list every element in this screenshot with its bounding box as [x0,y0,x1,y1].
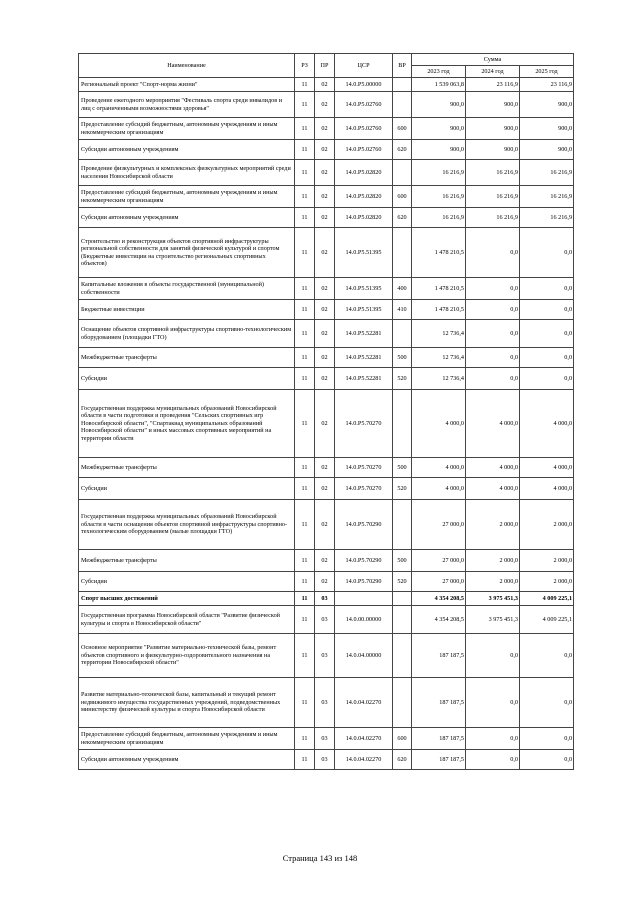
row-vr: 600 [393,186,412,208]
table-row [79,368,574,390]
row-2023: 187 187,5 [412,728,466,750]
row-name: Государственная поддержка муниципальных образований Новосибирской области в части подготовки и проведения "Сельских спортивных игр Новосибирской области", "Спартакиад муниципальных образований Новосибирской области" и иных массовых спортивных мероприятий на территории области [79,390,295,458]
row-2025: 0,0 [520,320,574,348]
row-2023: 1 478 210,5 [412,278,466,300]
row-vr: 500 [393,550,412,572]
row-name: Бюджетные инвестиции [79,300,295,320]
row-name: Субсидии [79,572,295,592]
row-rz: 11 [295,300,315,320]
row-name: Проведение физкультурных и комплексных физкультурных мероприятий среди населения Новосибирской области [79,160,295,186]
budget-table-container [78,53,573,770]
row-csr: 14.0.P5.70270 [335,390,393,458]
row-2025: 0,0 [520,750,574,770]
row-2023: 4 000,0 [412,390,466,458]
row-vr: 600 [393,728,412,750]
row-vr: 400 [393,278,412,300]
row-2025: 16 216,9 [520,186,574,208]
row-rz: 11 [295,592,315,606]
row-rz: 11 [295,678,315,728]
row-vr [393,92,412,118]
row-name: Основное мероприятие "Развитие материально-технической базы, ремонт объектов спортивного и физкультурно-оздоровительного назначения на территории Новосибирской области" [79,634,295,678]
row-2025: 0,0 [520,300,574,320]
row-name: Межбюджетные трансферты [79,458,295,478]
table-row [79,458,574,478]
row-pr: 02 [315,458,335,478]
row-2025: 0,0 [520,278,574,300]
header-row-top [79,54,574,66]
row-rz: 11 [295,478,315,500]
row-vr: 520 [393,572,412,592]
row-2025: 0,0 [520,228,574,278]
row-vr [393,78,412,92]
row-csr: 14.0.P5.52281 [335,348,393,368]
row-pr: 02 [315,368,335,390]
table-row [79,348,574,368]
row-2024: 0,0 [466,368,520,390]
row-pr: 03 [315,728,335,750]
row-2023: 16 216,9 [412,160,466,186]
row-2023: 4 000,0 [412,458,466,478]
row-rz: 11 [295,92,315,118]
row-vr [393,592,412,606]
table-row [79,750,574,770]
row-2023: 27 000,0 [412,550,466,572]
row-vr: 520 [393,478,412,500]
row-rz: 11 [295,368,315,390]
row-pr: 02 [315,228,335,278]
row-pr: 02 [315,78,335,92]
table-row [79,390,574,458]
row-vr [393,606,412,634]
table-row [79,92,574,118]
row-rz: 11 [295,278,315,300]
row-vr: 620 [393,140,412,160]
row-pr: 03 [315,606,335,634]
row-2024: 4 000,0 [466,390,520,458]
row-csr: 14.0.P5.70290 [335,572,393,592]
row-pr: 02 [315,500,335,550]
row-2024: 3 975 451,3 [466,592,520,606]
row-2023: 900,0 [412,92,466,118]
table-row [79,228,574,278]
row-2025: 23 116,9 [520,78,574,92]
header-pr: ПР [315,54,335,78]
row-rz: 11 [295,186,315,208]
row-name: Капитальные вложения в объекты государственной (муниципальной) собственности [79,278,295,300]
row-name: Субсидии [79,368,295,390]
row-rz: 11 [295,140,315,160]
row-2023: 187 187,5 [412,750,466,770]
row-2023: 4 000,0 [412,478,466,500]
row-pr: 02 [315,572,335,592]
row-rz: 11 [295,118,315,140]
row-2023: 16 216,9 [412,186,466,208]
row-vr: 620 [393,208,412,228]
row-2025: 2 000,0 [520,500,574,550]
header-rz: РЗ [295,54,315,78]
row-rz: 11 [295,500,315,550]
header-sum: Сумма [412,54,574,66]
row-pr: 02 [315,390,335,458]
row-2025: 0,0 [520,678,574,728]
row-2025: 0,0 [520,368,574,390]
row-pr: 03 [315,634,335,678]
row-2024: 0,0 [466,348,520,368]
row-csr: 14.0.P5.70270 [335,458,393,478]
row-2024: 0,0 [466,750,520,770]
row-2024: 0,0 [466,320,520,348]
row-2025: 16 216,9 [520,208,574,228]
row-2023: 187 187,5 [412,678,466,728]
row-2024: 0,0 [466,634,520,678]
header-2024: 2024 год [466,66,520,78]
row-rz: 11 [295,208,315,228]
row-name: Предоставление субсидий бюджетным, автономным учреждениям и иным некоммерческим организациям [79,118,295,140]
row-vr: 520 [393,368,412,390]
row-vr [393,390,412,458]
row-pr: 02 [315,92,335,118]
page-footer: Страница 143 из 148 [282,853,358,863]
row-rz: 11 [295,348,315,368]
row-2023: 16 216,9 [412,208,466,228]
row-2024: 3 975 451,3 [466,606,520,634]
row-2025: 0,0 [520,634,574,678]
row-2023: 27 000,0 [412,500,466,550]
row-2024: 900,0 [466,92,520,118]
row-2023: 27 000,0 [412,572,466,592]
header-name: Наименование [79,54,295,78]
row-2025: 2 000,0 [520,550,574,572]
row-name: Оснащение объектов спортивной инфраструктуры спортивно-технологическим оборудованием (площадки ГТО) [79,320,295,348]
row-name: Развитие материально-технической базы, капитальный и текущий ремонт недвижимого имущества государственных учреждений, подведомственных министерству физической культуры и спорта Новосибирской области [79,678,295,728]
row-2024: 0,0 [466,728,520,750]
row-2025: 900,0 [520,140,574,160]
row-pr: 02 [315,186,335,208]
row-name: Субсидии автономным учреждениям [79,750,295,770]
table-row [79,208,574,228]
row-2025: 4 000,0 [520,458,574,478]
row-csr: 14.0.P5.02760 [335,92,393,118]
row-2023: 187 187,5 [412,634,466,678]
row-2025: 16 216,9 [520,160,574,186]
row-pr: 03 [315,678,335,728]
row-2024: 2 000,0 [466,572,520,592]
row-vr [393,160,412,186]
row-csr [335,592,393,606]
row-name: Региональный проект "Спорт-норма жизни" [79,78,295,92]
table-row [79,634,574,678]
row-rz: 11 [295,550,315,572]
table-row [79,606,574,634]
row-2024: 2 000,0 [466,500,520,550]
row-name: Межбюджетные трансферты [79,550,295,572]
row-csr: 14.0.P5.00000 [335,78,393,92]
row-pr: 02 [315,320,335,348]
row-csr: 14.0.P5.70290 [335,550,393,572]
table-row [79,300,574,320]
row-name: Спорт высших достижений [79,592,295,606]
header-2025: 2025 год [520,66,574,78]
row-2025: 900,0 [520,118,574,140]
row-vr [393,634,412,678]
row-2024: 2 000,0 [466,550,520,572]
row-2025: 2 000,0 [520,572,574,592]
row-2023: 4 354 208,5 [412,592,466,606]
row-name: Государственная поддержка муниципальных образований Новосибирской области в части оснащения объектов спортивной инфраструктуры спортивно-технологическим оборудованием (малые площадки ГТО) [79,500,295,550]
row-rz: 11 [295,634,315,678]
row-csr: 14.0.P5.51395 [335,300,393,320]
row-2023: 900,0 [412,140,466,160]
row-rz: 11 [295,390,315,458]
row-csr: 14.0.P5.52281 [335,320,393,348]
row-2024: 0,0 [466,678,520,728]
table-row [79,500,574,550]
row-pr: 02 [315,118,335,140]
row-2024: 900,0 [466,140,520,160]
row-name: Субсидии автономным учреждениям [79,140,295,160]
row-2025: 0,0 [520,728,574,750]
row-name: Предоставление субсидий бюджетным, автономным учреждениям и иным некоммерческим организациям [79,186,295,208]
row-name: Предоставление субсидий бюджетным, автономным учреждениям и иным некоммерческим организациям [79,728,295,750]
header-csr: ЦСР [335,54,393,78]
row-vr: 410 [393,300,412,320]
row-pr: 02 [315,140,335,160]
header-2023: 2023 год [412,66,466,78]
row-csr: 14.0.P5.70270 [335,478,393,500]
row-rz: 11 [295,78,315,92]
row-vr: 500 [393,458,412,478]
row-pr: 02 [315,160,335,186]
row-2024: 900,0 [466,118,520,140]
row-csr: 14.0.P5.51395 [335,228,393,278]
table-row [79,572,574,592]
row-csr: 14.0.04.02270 [335,678,393,728]
row-2024: 16 216,9 [466,186,520,208]
row-2025: 0,0 [520,348,574,368]
row-csr: 14.0.04.02270 [335,750,393,770]
row-pr: 02 [315,348,335,368]
row-vr: 620 [393,750,412,770]
row-pr: 02 [315,208,335,228]
row-rz: 11 [295,750,315,770]
row-csr: 14.0.04.02270 [335,728,393,750]
row-2024: 0,0 [466,228,520,278]
row-2024: 0,0 [466,278,520,300]
row-2023: 1 478 210,5 [412,228,466,278]
row-pr: 02 [315,300,335,320]
row-csr: 14.0.P5.02760 [335,118,393,140]
row-rz: 11 [295,606,315,634]
row-csr: 14.0.P5.52281 [335,368,393,390]
row-vr: 600 [393,118,412,140]
row-pr: 02 [315,278,335,300]
header-vr: ВР [393,54,412,78]
row-2023: 12 736,4 [412,348,466,368]
row-2023: 12 736,4 [412,368,466,390]
row-csr: 14.0.00.00000 [335,606,393,634]
row-pr: 03 [315,750,335,770]
row-csr: 14.0.P5.02820 [335,208,393,228]
row-vr [393,228,412,278]
row-name: Строительство и реконструкция объектов спортивной инфраструктуры региональной собственности для занятий физической культурой и спортом (Бюджетные инвестиции на строительство региональных спортивных объектов) [79,228,295,278]
row-vr: 500 [393,348,412,368]
row-name: Субсидии [79,478,295,500]
row-csr: 14.0.P5.02760 [335,140,393,160]
table-row [79,550,574,572]
row-rz: 11 [295,228,315,278]
row-pr: 02 [315,550,335,572]
row-csr: 14.0.P5.02820 [335,160,393,186]
row-pr: 03 [315,592,335,606]
row-2024: 4 000,0 [466,458,520,478]
row-2023: 1 539 063,8 [412,78,466,92]
budget-table [78,53,574,770]
row-2024: 16 216,9 [466,208,520,228]
row-rz: 11 [295,458,315,478]
table-body [79,78,574,770]
row-vr [393,678,412,728]
table-row [79,140,574,160]
row-2024: 23 116,9 [466,78,520,92]
table-row [79,278,574,300]
table-row [79,78,574,92]
row-2023: 1 478 210,5 [412,300,466,320]
row-vr [393,500,412,550]
row-2024: 4 000,0 [466,478,520,500]
table-row [79,728,574,750]
row-rz: 11 [295,160,315,186]
row-csr: 14.0.P5.51395 [335,278,393,300]
row-2025: 4 000,0 [520,478,574,500]
row-name: Межбюджетные трансферты [79,348,295,368]
row-csr: 14.0.P5.70290 [335,500,393,550]
row-2025: 4 009 225,1 [520,606,574,634]
row-name: Проведение ежегодного мероприятия "Фестиваль спорта среди инвалидов и лиц с ограниченными возможностями здоровья" [79,92,295,118]
row-2025: 4 009 225,1 [520,592,574,606]
table-row [79,186,574,208]
row-csr: 14.0.P5.02820 [335,186,393,208]
table-row [79,160,574,186]
row-name: Субсидии автономным учреждениям [79,208,295,228]
row-rz: 11 [295,728,315,750]
row-2025: 4 000,0 [520,390,574,458]
row-2023: 4 354 208,5 [412,606,466,634]
row-2025: 900,0 [520,92,574,118]
row-2024: 16 216,9 [466,160,520,186]
row-pr: 02 [315,478,335,500]
row-name: Государственная программа Новосибирской области "Развитие физической культуры и спорта в Новосибирской области" [79,606,295,634]
table-row [79,478,574,500]
row-2024: 0,0 [466,300,520,320]
row-2023: 900,0 [412,118,466,140]
table-row [79,118,574,140]
row-rz: 11 [295,572,315,592]
row-csr: 14.0.04.00000 [335,634,393,678]
table-row [79,678,574,728]
row-vr [393,320,412,348]
row-rz: 11 [295,320,315,348]
row-2023: 12 736,4 [412,320,466,348]
table-row [79,320,574,348]
table-row [79,592,574,606]
